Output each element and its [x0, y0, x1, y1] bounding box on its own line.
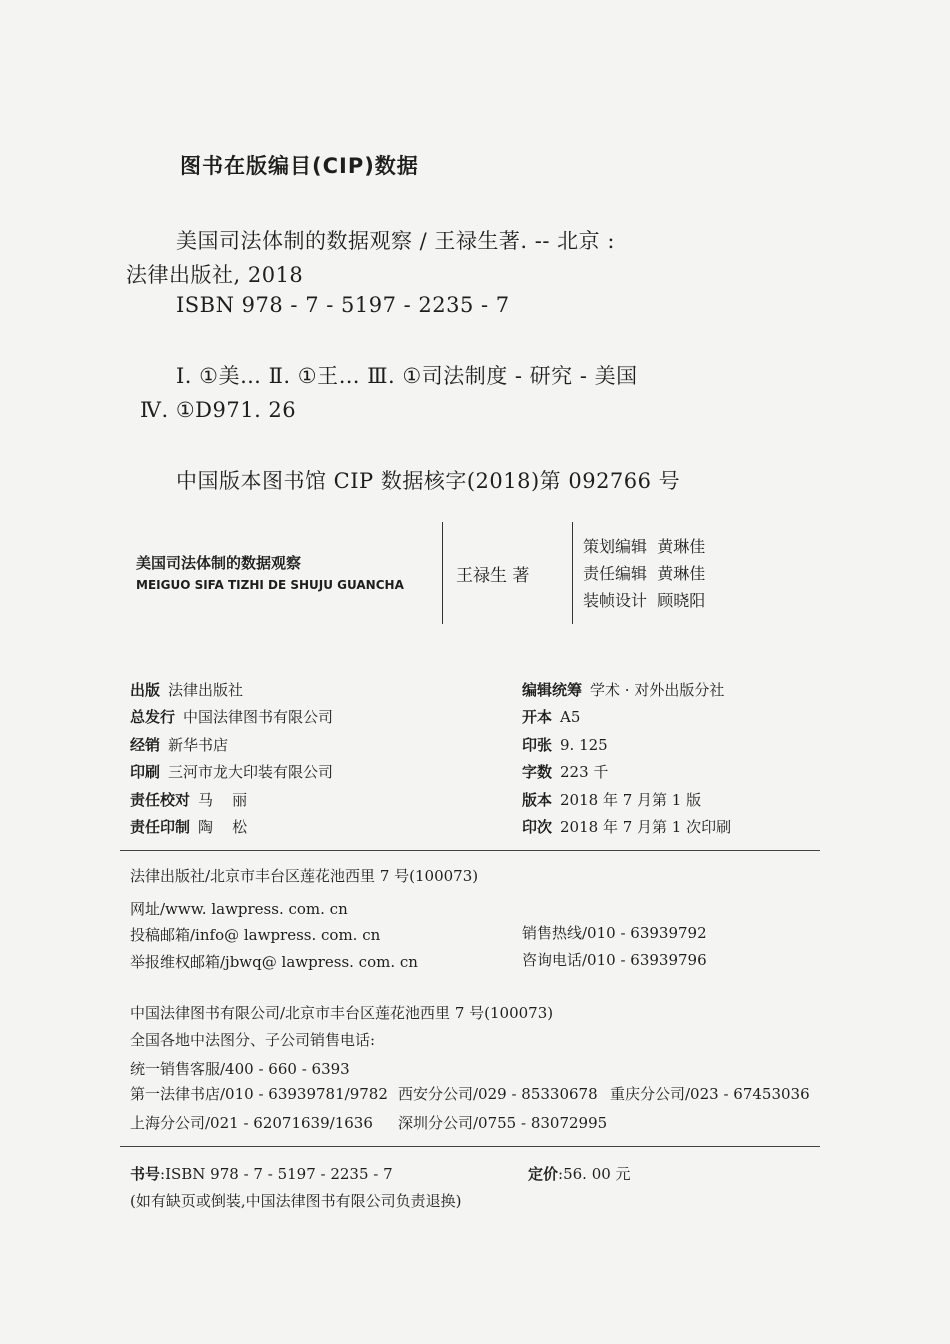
pub-label: 编辑统筹	[522, 681, 583, 699]
pub-row	[130, 677, 333, 704]
pub-value: 新华书店	[168, 735, 229, 754]
publisher-address: 法律出版社/北京市丰台区莲花池西里 7 号(100073)	[130, 867, 479, 885]
book-number-value: :ISBN 978 - 7 - 5197 - 2235 - 7	[160, 1165, 393, 1183]
editor-name: 顾晓阳	[657, 591, 706, 610]
book-info-divider-left	[442, 522, 443, 624]
pub-row	[522, 704, 731, 731]
publisher-website: 网址/www. lawpress. com. cn	[130, 900, 348, 918]
book-number	[130, 1163, 393, 1184]
cip-title-statement: 美国司法体制的数据观察 / 王禄生著. -- 北京 :	[176, 229, 615, 253]
cip-title: 图书在版编目(CIP)数据	[180, 154, 419, 178]
pub-value: 陶 松	[198, 818, 248, 837]
inquiry-phone: 咨询电话/010 - 63939796	[522, 951, 707, 969]
pub-value: 中国法律图书有限公司	[183, 708, 334, 727]
distribution-intro: 全国各地中法图分、子公司销售电话:	[130, 1031, 376, 1049]
distributor-address: 中国法律图书有限公司/北京市丰台区莲花池西里 7 号(100073)	[130, 1004, 554, 1022]
divider-2	[120, 1146, 820, 1147]
pub-label: 版本	[522, 790, 553, 809]
pub-value: 2018 年 7 月第 1 次印刷	[560, 818, 732, 837]
cip-publication: 法律出版社, 2018	[126, 263, 304, 287]
pub-value: 三河市龙大印装有限公司	[168, 763, 334, 782]
pub-value: A5	[560, 708, 581, 727]
divider-1	[120, 850, 820, 851]
pub-row	[522, 732, 731, 759]
cip-subjects: Ⅰ. ①美… Ⅱ. ①王… Ⅲ. ①司法制度 - 研究 - 美国	[176, 364, 638, 388]
branch-shanghai: 上海分公司/021 - 62071639/1636	[130, 1114, 373, 1132]
pub-label: 印次	[522, 818, 553, 837]
pub-label: 责任印制	[130, 818, 191, 837]
pub-label: 印刷	[130, 763, 161, 782]
book-info-divider-right	[572, 522, 573, 624]
editor-name: 黄琳佳	[657, 537, 706, 556]
branch-xian: 西安分公司/029 - 85330678	[398, 1085, 598, 1103]
sales-hotline: 销售热线/010 - 63939792	[522, 924, 707, 942]
pub-value: 学术 · 对外出版分社	[590, 681, 725, 699]
branch-first-bookstore: 第一法律书店/010 - 63939781/9782	[130, 1085, 388, 1103]
pub-row	[130, 814, 333, 841]
submission-email: 投稿邮箱/info@ lawpress. com. cn	[130, 926, 381, 944]
editor-row	[583, 533, 705, 560]
pub-row	[130, 704, 333, 731]
pub-label: 开本	[522, 708, 553, 727]
pub-row	[522, 677, 731, 704]
book-author: 王禄生 著	[456, 566, 530, 586]
pub-row	[130, 787, 333, 814]
pub-value: 223 千	[560, 763, 609, 782]
pub-label: 经销	[130, 735, 161, 754]
pub-label: 责任校对	[130, 790, 191, 809]
editor-row	[583, 587, 705, 614]
editor-row	[583, 560, 705, 587]
pub-value: 法律出版社	[168, 681, 244, 699]
cip-record-number: 中国版本图书馆 CIP 数据核字(2018)第 092766 号	[176, 469, 681, 493]
pub-label: 总发行	[130, 708, 176, 727]
book-number-label: 书号	[130, 1165, 161, 1183]
price-value: :56. 00 元	[558, 1165, 631, 1183]
cip-isbn: ISBN 978 - 7 - 5197 - 2235 - 7	[176, 293, 510, 317]
pub-value: 9. 125	[560, 735, 608, 754]
editor-name: 黄琳佳	[657, 564, 706, 583]
editor-list	[583, 533, 705, 614]
pub-label: 印张	[522, 735, 553, 754]
pub-row	[522, 787, 731, 814]
editor-role: 装帧设计	[583, 591, 648, 610]
price-label: 定价	[528, 1165, 559, 1183]
book-title-cn: 美国司法体制的数据观察	[136, 554, 302, 572]
return-note: (如有缺页或倒装,中国法律图书有限公司负责退换)	[130, 1192, 462, 1210]
pub-value: 2018 年 7 月第 1 版	[560, 790, 702, 809]
editor-role: 策划编辑	[583, 537, 648, 556]
pub-row	[522, 759, 731, 786]
pub-row	[522, 814, 731, 841]
price	[528, 1163, 631, 1184]
pub-row	[130, 759, 333, 786]
book-title-pinyin: MEIGUO SIFA TIZHI DE SHUJU GUANCHA	[136, 578, 404, 592]
publication-details-right	[522, 677, 731, 841]
branch-chongqing: 重庆分公司/023 - 67453036	[610, 1085, 810, 1103]
report-email: 举报维权邮箱/jbwq@ lawpress. com. cn	[130, 953, 418, 971]
cip-classification: Ⅳ. ①D971. 26	[140, 398, 297, 422]
pub-label: 出版	[130, 681, 161, 699]
publication-details-left	[130, 677, 333, 841]
pub-value: 马 丽	[198, 790, 248, 809]
branch-shenzhen: 深圳分公司/0755 - 83072995	[398, 1114, 608, 1132]
pub-label: 字数	[522, 763, 553, 782]
pub-row	[130, 732, 333, 759]
customer-service: 统一销售客服/400 - 660 - 6393	[130, 1060, 350, 1078]
editor-role: 责任编辑	[583, 564, 648, 583]
